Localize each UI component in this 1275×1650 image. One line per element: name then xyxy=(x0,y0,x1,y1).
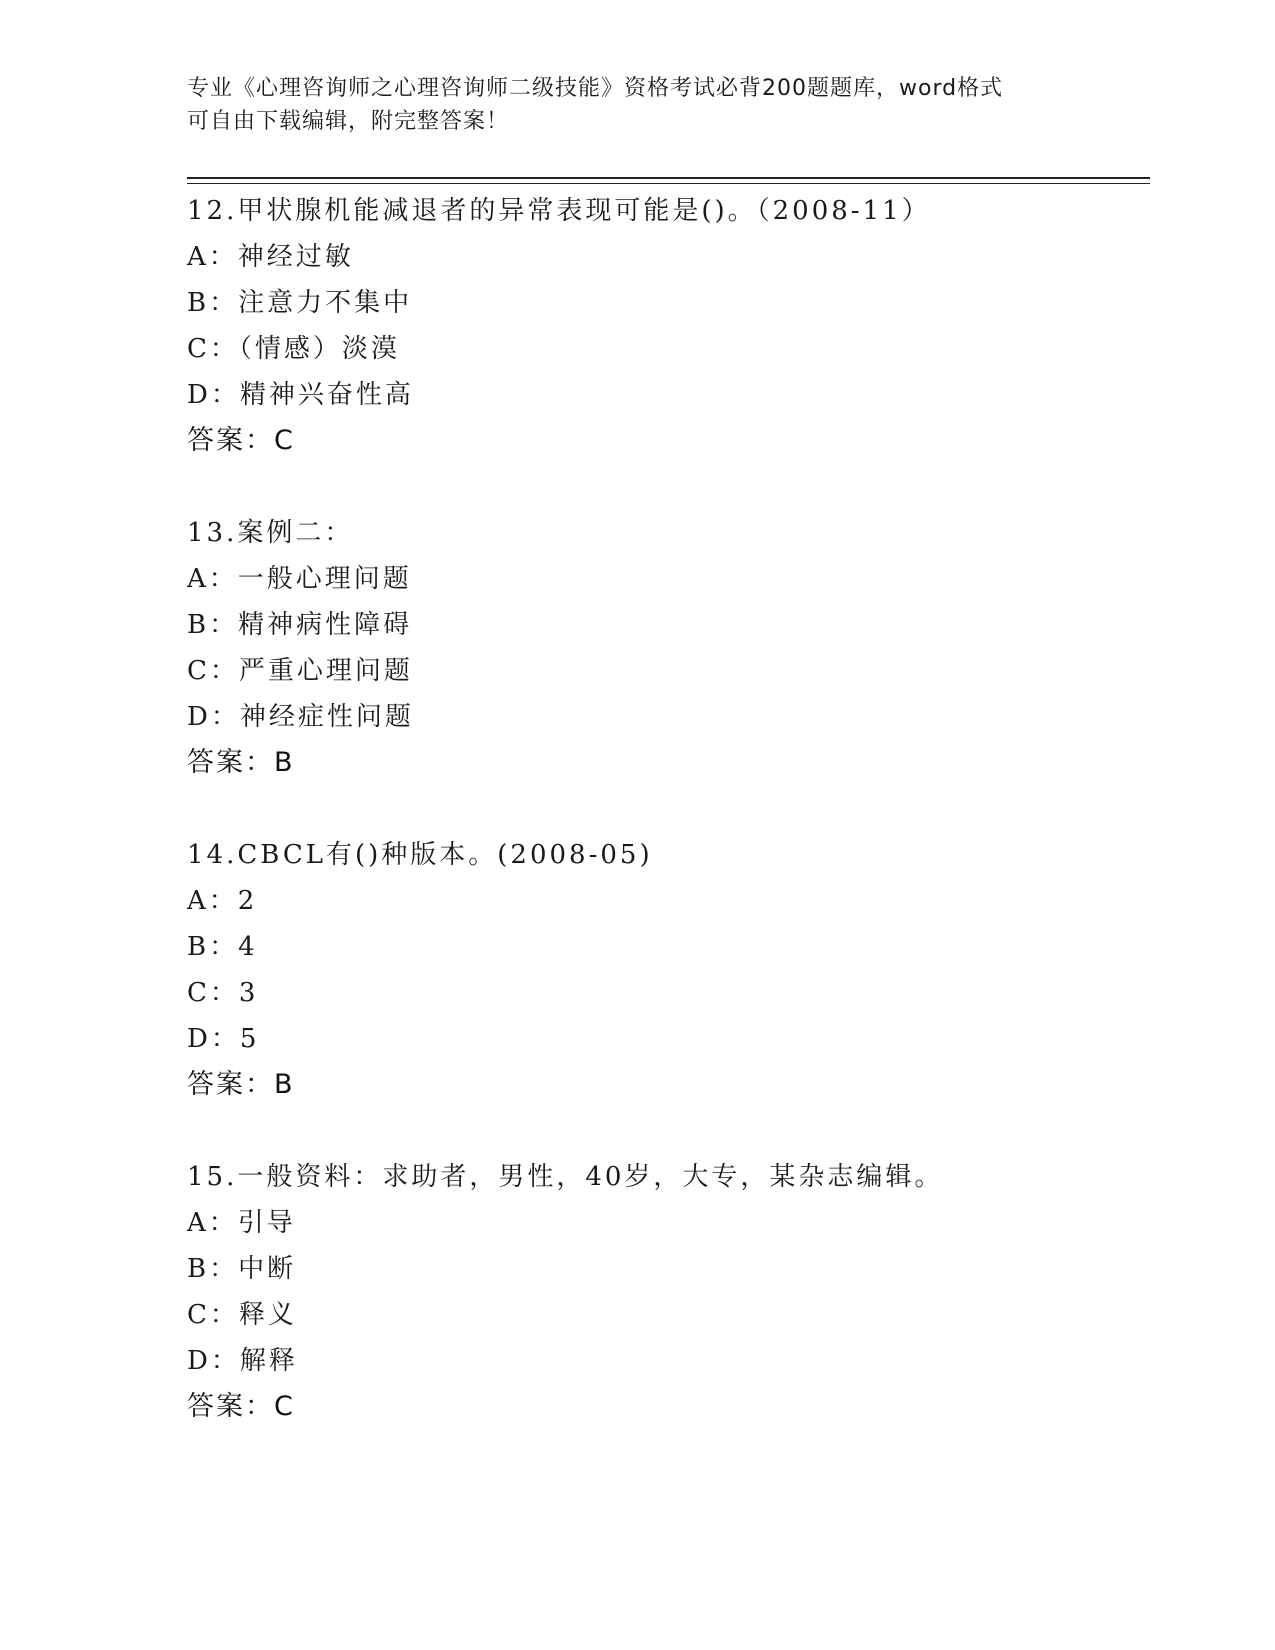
answer-label: 答案：C xyxy=(187,1391,295,1422)
question-14 xyxy=(187,832,1147,1108)
option-c: C：3 xyxy=(187,978,259,1008)
answer-label: 答案：B xyxy=(187,747,295,778)
option-c: C：（情感）淡漠 xyxy=(187,334,400,364)
question-stem: 13.案例二： xyxy=(187,518,354,548)
question-15 xyxy=(187,1154,1147,1430)
option-a: A：引导 xyxy=(187,1208,296,1238)
header-divider-thick xyxy=(187,177,1150,179)
question-stem: 12.甲状腺机能减退者的异常表现可能是()。（2008-11） xyxy=(187,196,931,226)
option-a: A：神经过敏 xyxy=(187,242,354,272)
option-b: B：4 xyxy=(187,932,258,962)
question-list xyxy=(187,188,1147,1476)
option-d: D：解释 xyxy=(187,1346,298,1376)
option-d: D：精神兴奋性高 xyxy=(187,380,414,410)
question-stem: 14.CBCL有()种版本。(2008-05) xyxy=(187,840,653,870)
option-a: A：一般心理问题 xyxy=(187,564,412,594)
header-divider-thin xyxy=(187,183,1150,184)
question-stem: 15.一般资料：求助者，男性，40岁，大专，某杂志编辑。 xyxy=(187,1162,944,1192)
answer-label: 答案：C xyxy=(187,425,295,456)
question-12 xyxy=(187,188,1147,464)
option-b: B：精神病性障碍 xyxy=(187,610,413,640)
option-d: D：5 xyxy=(187,1024,260,1054)
document-header xyxy=(187,72,1087,138)
header-line-2: 可自由下载编辑，附完整答案！ xyxy=(187,109,510,134)
question-13 xyxy=(187,510,1147,786)
option-c: C：严重心理问题 xyxy=(187,656,413,686)
header-line-1: 专业《心理咨询师之心理咨询师二级技能》资格考试必背200题题库，word格式 xyxy=(187,76,1004,101)
option-a: A：2 xyxy=(187,886,258,916)
option-b: B：注意力不集中 xyxy=(187,288,413,318)
option-b: B：中断 xyxy=(187,1254,297,1284)
option-c: C：释义 xyxy=(187,1300,297,1330)
answer-label: 答案：B xyxy=(187,1069,295,1100)
option-d: D：神经症性问题 xyxy=(187,702,414,732)
